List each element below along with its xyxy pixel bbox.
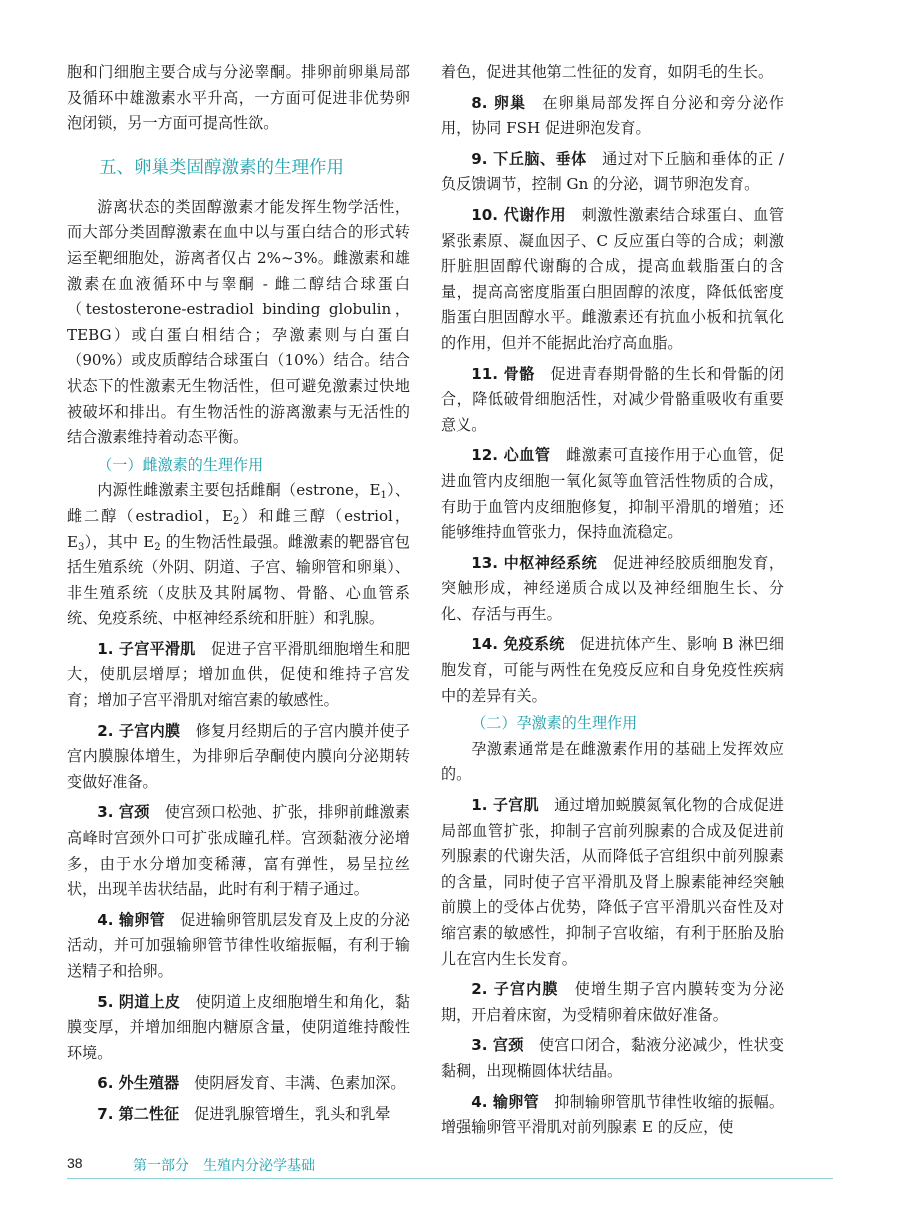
item-text: 刺激性激素结合球蛋白、血管紧张素原、凝血因子、C 反应蛋白等的合成；刺激肝脏胆固醇代谢酶的合成，提高血载脂蛋白的含量，提高高密度脂蛋白胆固醇的浓度，降低低密度脂蛋白胆固醇水平。雌激素还有抗血小板和抗氧化的作用，但并不能据此治疗高血脂。 (441, 205, 784, 352)
item-label: 4. 输卵管 (97, 910, 165, 929)
footer-rule (67, 1178, 833, 1179)
item-text: 在卵巢局部发挥自分泌和旁分泌作用，协同 FSH 促进卵泡发育。 (441, 93, 784, 138)
section-title: 五、卵巢类固醇激素的生理作用 (99, 157, 344, 178)
item-label: 11. 骨骼 (471, 364, 535, 383)
subsection-title-estrogen: （一）雌激素的生理作用 (97, 455, 264, 474)
text-run: ）、雌二醇（estradiol，E (67, 481, 411, 525)
item-label: 3. 宫颈 (97, 803, 150, 822)
list-item (441, 977, 784, 1028)
item-text: 抑制输卵管肌节律性收缩的振幅。增强输卵管平滑肌对前列腺素 E 的反应，使 (441, 1092, 784, 1137)
list-item (67, 1102, 410, 1128)
item-text: 促进乳腺管增生，乳头和乳晕 (194, 1104, 391, 1123)
item-label: 7. 第二性征 (97, 1104, 180, 1123)
item-text: 使增生期子宫内膜转变为分泌期，开启着床窗，为受精卵着床做好准备。 (441, 980, 784, 1024)
right-column (441, 60, 784, 1141)
left-column (67, 60, 410, 1128)
item-label: 6. 外生殖器 (97, 1074, 180, 1093)
list-item (67, 800, 410, 902)
item-text: 雌激素可直接作用于心血管，促进血管内皮细胞一氧化氮等血管活性物质的合成，有助于血管内皮细胞修复，抑制平滑肌的增殖；还能够维持血管张力，保持血流稳定。 (441, 446, 784, 542)
list-item (441, 147, 784, 198)
item-label: 1. 子宫平滑肌 (97, 639, 196, 658)
item-label: 8. 卵巢 (471, 93, 527, 112)
item-label: 14. 免疫系统 (471, 635, 565, 654)
subscript: 1 (380, 490, 387, 502)
item-label: 4. 输卵管 (471, 1092, 539, 1111)
item-label: 10. 代谢作用 (471, 205, 567, 224)
paragraph: 着色，促进其他第二性征的发育，如阴毛的生长。 (441, 63, 774, 81)
paragraph: 孕激素通常是在雌激素作用的基础上发挥效应的。 (441, 739, 784, 784)
text-run: 内源性雌激素主要包括雌酮（estrone，E (97, 481, 381, 500)
text-run: ），其中 E (84, 532, 155, 551)
part-label: 第一部分 生殖内分泌学基础 (133, 1157, 315, 1173)
item-text: 促进青春期骨骼的生长和骨骺的闭合，降低破骨细胞活性，对减少骨骼重吸收有重要意义。 (441, 364, 784, 434)
item-text: 使宫口闭合，黏液分泌减少，性状变黏稠，出现椭圆体状结晶。 (441, 1036, 784, 1080)
item-label: 2. 子宫内膜 (471, 980, 559, 999)
list-item (441, 91, 784, 142)
subscript: 3 (78, 541, 85, 553)
page-number: 38 (67, 1155, 83, 1171)
paragraph: 游离状态的类固醇激素才能发挥生物学活性，而大部分类固醇激素在血中以与蛋白结合的形式转运至靶细胞处，游离者仅占 2%~3%。雌激素和雄激素在血液循环中与睾酮 - 雌二醇结合球蛋白（testosterone-estradiol binding globulin，TEBG）或白蛋白相结合；孕激素则与白蛋白（90%）或皮质醇结合球蛋白（10%）结合。结合状态下的性激素无生物活性，但可避免激素过快地被破坏和排出。有生物活性的游离激素与无活性的结合激素维持着动态平衡。 (67, 197, 410, 447)
list-item (441, 203, 784, 357)
item-label: 13. 中枢神经系统 (471, 553, 598, 572)
subsection-title-progesterone: （二）孕激素的生理作用 (471, 714, 638, 733)
item-text: 使阴道上皮细胞增生和角化，黏膜变厚，并增加细胞内糖原含量，使阴道维持酸性环境。 (67, 992, 410, 1062)
item-text: 促进输卵管肌层发育及上皮的分泌活动，并可加强输卵管节律性收缩振幅，有利于输送精子和拾卵。 (67, 910, 410, 980)
text-run: ）和雌三醇（estriol，E (67, 506, 410, 551)
list-item (67, 1071, 410, 1097)
page-footer (67, 1155, 315, 1173)
list-item (441, 793, 784, 972)
item-label: 2. 子宫内膜 (97, 721, 181, 740)
list-item (441, 443, 784, 545)
item-label: 3. 宫颈 (471, 1036, 524, 1055)
item-label: 5. 阴道上皮 (97, 992, 181, 1011)
item-text: 通过增加蜕膜氮氧化物的合成促进局部血管扩张，抑制子宫前列腺素的合成及促进前列腺素的代谢失活，从而降低子宫组织中前列腺素的含量，同时使子宫平滑肌及肾上腺素能神经突触前膜上的受体占优势，降低子宫平滑肌兴奋性及对缩宫素的敏感性，抑制子宫收缩，有利于胚胎及胎儿在宫内生长发育。 (441, 796, 784, 968)
item-text: 使阴唇发育、丰满、色素加深。 (194, 1074, 406, 1093)
list-item (67, 719, 410, 796)
subscript: 2 (154, 541, 161, 553)
item-text: 通过对下丘脑和垂体的正 / 负反馈调节，控制 Gn 的分泌，调节卵泡发育。 (441, 149, 784, 194)
subscript: 2 (233, 515, 240, 527)
item-text: 促进子宫平滑肌细胞增生和肥大，使肌层增厚；增加血供，促使和维持子宫发育；增加子宫平滑肌对缩宫素的敏感性。 (67, 639, 410, 710)
list-item (441, 632, 784, 709)
list-item (441, 551, 784, 628)
list-item (67, 990, 410, 1067)
estrogen-intro-paragraph (67, 478, 410, 632)
item-text: 修复月经期后的子宫内膜并使子宫内膜腺体增生，为排卵后孕酮使内膜向分泌期转变做好准备。 (67, 721, 410, 791)
list-item (441, 1090, 784, 1141)
item-label: 12. 心血管 (471, 446, 551, 465)
list-item (441, 1033, 784, 1084)
text-run: 的生物活性最强。雌激素的靶器官包括生殖系统（外阴、阴道、子宫、输卵管和卵巢）、非生殖系统（皮肤及其附属物、骨骼、心血管系统、免疫系统、中枢神经系统和肝脏）和乳腺。 (67, 532, 410, 628)
item-label: 9. 下丘脑、垂体 (471, 149, 587, 168)
list-item (441, 362, 784, 439)
list-item (67, 908, 410, 985)
paragraph: 胞和门细胞主要合成与分泌睾酮。排卵前卵巢局部及循环中雄激素水平升高，一方面可促进非优势卵泡闭锁，另一方面可提高性欲。 (67, 63, 410, 133)
list-item (67, 637, 410, 714)
item-text: 促进抗体产生、影响 B 淋巴细胞发育，可能与两性在免疫反应和自身免疫性疾病中的差异有关。 (441, 635, 784, 705)
item-label: 1. 子宫肌 (471, 796, 539, 815)
item-text: 使宫颈口松弛、扩张，排卵前雌激素高峰时宫颈外口可扩张成瞳孔样。宫颈黏液分泌增多，由于水分增加变稀薄，富有弹性，易呈拉丝状，出现羊齿状结晶，此时有利于精子通过。 (67, 803, 410, 899)
item-text: 促进神经胶质细胞发育，突触形成，神经递质合成以及神经细胞生长、分化、存活与再生。 (441, 553, 784, 623)
